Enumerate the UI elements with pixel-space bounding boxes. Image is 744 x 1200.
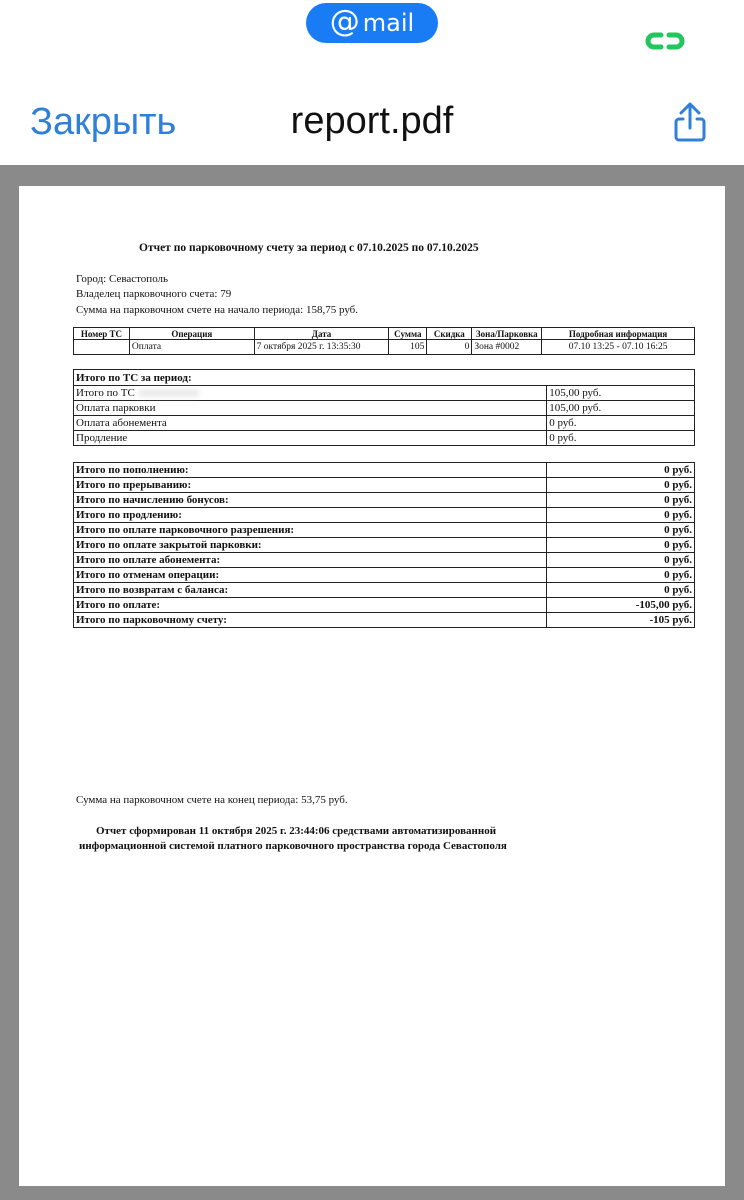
- footer-line-1: Отчет сформирован 11 октября 2025 г. 23:44:06 средствами автоматизированной: [96, 825, 497, 837]
- at-sign-icon: @: [329, 4, 360, 39]
- col-date: Дата: [254, 328, 389, 340]
- total-label: Итого по возвратам с баланса:: [74, 583, 547, 598]
- total-value: 0 руб.: [547, 508, 695, 523]
- table-row: [74, 478, 695, 493]
- report-title: Отчет по парковочному счету за период с 07.10.2025 по 07.10.2025: [139, 242, 479, 254]
- total-value: 0 руб.: [547, 463, 695, 478]
- table-row: [74, 416, 695, 431]
- total-value: 0 руб.: [547, 583, 695, 598]
- col-zone: Зона/Парковка: [472, 328, 542, 340]
- summary-value: 0 руб.: [547, 431, 695, 446]
- mail-app-badge[interactable]: [306, 3, 438, 43]
- vehicle-summary-heading: Итого по ТС за период:: [74, 370, 695, 386]
- table-row: [74, 553, 695, 568]
- redacted-plate: [139, 389, 199, 397]
- cell-plate: [74, 340, 130, 355]
- close-button[interactable]: Закрыть: [30, 101, 177, 143]
- summary-label: Продление: [74, 431, 547, 446]
- cell-zone: Зона #0002: [472, 340, 542, 355]
- col-discount: Скидка: [427, 328, 472, 340]
- table-row: [74, 538, 695, 553]
- table-row: [74, 493, 695, 508]
- total-label: Итого по прерыванию:: [74, 478, 547, 493]
- pdf-page: [19, 186, 725, 1186]
- table-row: [74, 613, 695, 628]
- col-operation: Операция: [129, 328, 254, 340]
- report-footer: [79, 824, 507, 854]
- table-row: [74, 463, 695, 478]
- total-label: Итого по парковочному счету:: [74, 613, 547, 628]
- report-end-balance: Сумма на парковочном счете на конец периода: 53,75 руб.: [76, 794, 348, 806]
- mail-badge-label: mail: [362, 9, 415, 37]
- col-sum: Сумма: [389, 328, 427, 340]
- cell-discount: 0: [427, 340, 472, 355]
- footer-line-2: информационной системой платного парковочного пространства города Севастополя: [79, 840, 507, 852]
- pdf-viewer[interactable]: [0, 165, 744, 1200]
- vehicle-summary-table: [73, 369, 695, 446]
- table-row: [74, 583, 695, 598]
- total-label: Итого по пополнению:: [74, 463, 547, 478]
- total-value: -105 руб.: [547, 613, 695, 628]
- summary-label: Итого по ТС: [74, 386, 547, 401]
- cell-operation: Оплата: [129, 340, 254, 355]
- total-value: 0 руб.: [547, 538, 695, 553]
- table-row: [74, 508, 695, 523]
- summary-value: 0 руб.: [547, 416, 695, 431]
- table-row: [74, 523, 695, 538]
- report-owner: [76, 288, 231, 300]
- link-status-icon: [645, 31, 685, 51]
- report-city: Город: Севастополь: [76, 273, 169, 285]
- table-row: [74, 340, 695, 355]
- summary-label: Оплата парковки: [74, 401, 547, 416]
- total-value: -105,00 руб.: [547, 598, 695, 613]
- total-label: Итого по оплате закрытой парковки:: [74, 538, 547, 553]
- total-label: Итого по оплате парковочного разрешения:: [74, 523, 547, 538]
- table-row: [74, 568, 695, 583]
- total-value: 0 руб.: [547, 478, 695, 493]
- report-start-balance: Сумма на парковочном счете на начало периода: 158,75 руб.: [76, 304, 359, 316]
- summary-value: 105,00 руб.: [547, 401, 695, 416]
- cell-sum: 105: [389, 340, 427, 355]
- summary-label: Оплата абонемента: [74, 416, 547, 431]
- total-label: Итого по начислению бонусов:: [74, 493, 547, 508]
- summary-value: 105,00 руб.: [547, 386, 695, 401]
- total-label: Итого по оплате:: [74, 598, 547, 613]
- table-row: [74, 386, 695, 401]
- cell-date: 7 октября 2025 г. 13:35:30: [254, 340, 389, 355]
- report-owner-text: Владелец парковочного счета: 79: [76, 288, 232, 300]
- table-row: [74, 598, 695, 613]
- total-label: Итого по отменам операции:: [74, 568, 547, 583]
- operations-header-row: [74, 328, 695, 340]
- table-row: [74, 401, 695, 416]
- col-plate: Номер ТС: [74, 328, 130, 340]
- table-row: [74, 431, 695, 446]
- operations-table: [73, 327, 695, 355]
- total-value: 0 руб.: [547, 553, 695, 568]
- total-value: 0 руб.: [547, 523, 695, 538]
- total-label: Итого по оплате абонемента:: [74, 553, 547, 568]
- total-value: 0 руб.: [547, 493, 695, 508]
- file-title: report.pdf: [290, 100, 454, 142]
- totals-table: [73, 462, 695, 628]
- cell-details: 07.10 13:25 - 07.10 16:25: [542, 340, 695, 355]
- col-details: Подробная информация: [542, 328, 695, 340]
- total-label: Итого по продлению:: [74, 508, 547, 523]
- total-value: 0 руб.: [547, 568, 695, 583]
- share-icon[interactable]: [670, 100, 710, 144]
